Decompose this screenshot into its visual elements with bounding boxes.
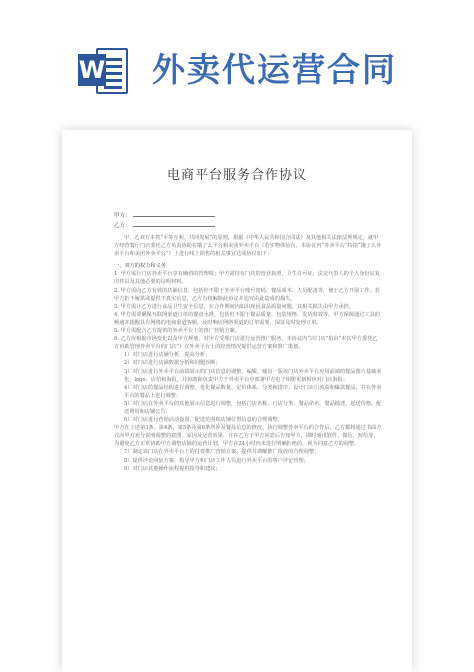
paragraph: 6. 乙方应根据市场变化以及甲方规划，对甲方受理门店进行运营推广服务，本协议内“店门店”指由“本次甲方委托乙方协助管理外卖平台的门店”）在外卖平台上的经营情况提供运营方案和推广策划。 — [114, 336, 378, 351]
paragraph: 3. 甲方需让乙方进行食品卫生安全信息，在合作期间内如出现因食品质量问题，其相关损失由甲方承担。 — [114, 303, 355, 310]
party-a-label: 甲方： — [114, 213, 131, 219]
party-a-blank — [133, 216, 215, 217]
word-icon — [78, 42, 130, 100]
paragraph: 9）对门店其他操作流程提供指导和建议； — [124, 465, 221, 472]
paragraph: 1. 甲方需行门店外卖平台享有确切的管理权；甲方需持有门店的营业执照、卫生许可证、法定代表人的个人身份证复印件以及其他必要的证明材料。 — [114, 271, 380, 286]
paragraph: 5. 甲方需配合乙方提供的外卖平台上的推广营销方案。 — [114, 328, 240, 335]
paragraph: 7）制定该门店在外卖平台上的付费推广营销方案，提供并调解推广投放的合理调整； — [124, 449, 320, 456]
party-a-line — [114, 211, 215, 219]
paragraph: 3）对门店进行外卖平台前端展示的门店信息的调整、编辑，输出一版该门店外卖平台应用前端的餐品图片基础美化、logo、店招和海报，并协助和负责甲方于外卖平台中部署甲方电子相册更新相应对门店海报； — [124, 368, 382, 383]
paragraph: 甲方在上述第3条、第4条、第5条及第6条所涉及餐品信息的修改，执行调整外卖平台的合作后，乙方都将通过书面方式向甲方充分说明调整的意图、原因及运营效果，并在乙方于甲方同意后告知甲方，即时通讯软件、微信、短信等，为避免乙方正常协助甲方调整店铺的运营计划，甲方在24小时内未进行明确拒绝的，视为同意乙方的调整。 — [114, 425, 382, 448]
paragraph: 6）对门店进行营销活动设置，配送范围和店铺位置信息的合理调整； — [124, 417, 283, 424]
banner — [0, 0, 474, 130]
document-body — [114, 234, 382, 473]
party-b-line — [114, 221, 215, 229]
paragraph: 4）对门店的餐品结构进行调整，优化餐品数量、定价体系、分类和排序，设计门店引流菜和爆款餐品，并在外卖平台的餐品上进行调整； — [124, 384, 382, 399]
paragraph: 2）对门店进行店铺数据分析和问题诊断； — [124, 360, 221, 367]
paragraph: 2. 甲方需向乙方有效的店铺信息，包括但不限于外卖平台账号密码、餐品成本、人员配备等，便于乙方开展工作。若甲方拒不履供或提供不真实信息，乙方有权解除此协议并追究由此造成的损失。 — [114, 287, 380, 302]
word-badge: W — [78, 56, 106, 84]
paragraph: 甲、乙双方本着“平等互利、共同发展”的原则，根据《中华人民共和国合同法》及其他相关法律法规规定，就甲方经营餐厅门店委托乙方负责协助在饿了么平台和美团外卖平台（若实物体验台，本协议内“外卖平台”特指“饿了么外卖平台和美团外卖平台”）上进行线上销售的相关事宜达成协议如下： — [114, 235, 382, 258]
paragraph: 8）提供评论回复方案，指导甲方和门店工作人员进行外卖平台的客户评论管理； — [124, 457, 309, 464]
document-title: 电商平台服务合作协议 — [166, 168, 307, 183]
document-page — [62, 130, 412, 672]
paragraph: 1）对门店进行店铺分析，提高分析； — [124, 352, 211, 359]
party-b-label: 乙方： — [114, 223, 131, 229]
paragraph: 4. 甲方需要确保互联网渠道订单的餐食水准，包括但不限于餐品质量、包装规格、发货时效等，甲方保障通过工具的畅通并提醒具有网络的电商渠道客服，及时响应网络渠道的订单需要，保证及时处理订单。 — [114, 311, 380, 326]
section-heading: 一、双方的权力和义务 — [114, 263, 166, 270]
party-b-blank — [133, 226, 215, 227]
banner-title: 外卖代运营合同 — [152, 50, 397, 89]
paragraph: 5）对门店在外卖平台的其他展示信息进行调整，包括门店名称、门店分类、餐品命名、餐品描述、起送价格、配送费用和店铺公告； — [124, 400, 382, 415]
